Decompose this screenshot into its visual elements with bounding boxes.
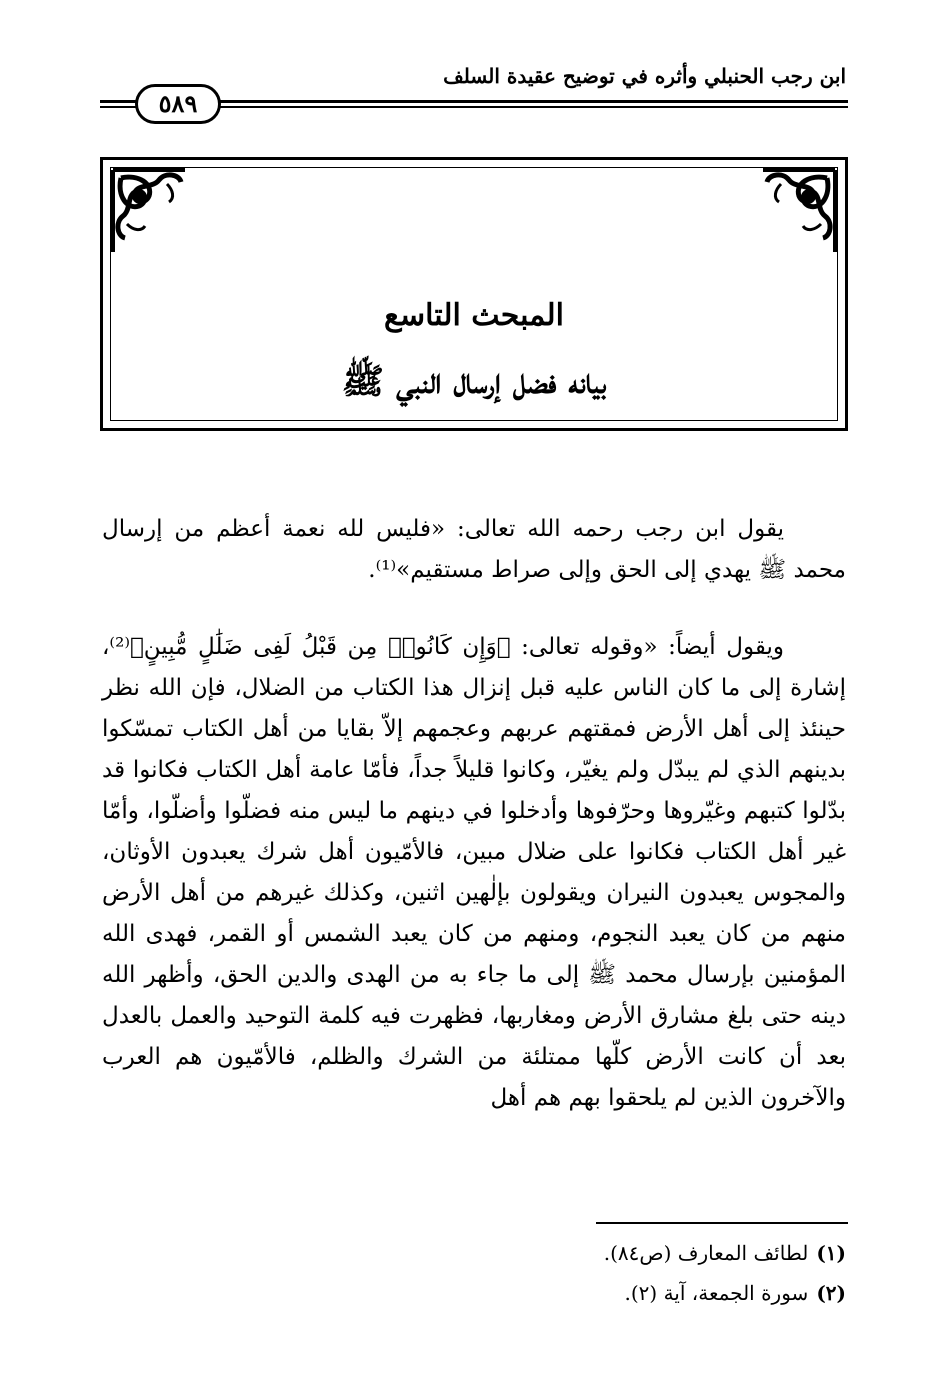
section-number: المبحث التاسع [384,298,564,333]
footnote-mark: (١) [816,1241,846,1265]
header-rule [100,100,138,103]
paragraph: يقول ابن رجب رحمه الله تعالى: «فليس لله نعمة أعظم من إرسال محمد ﷺ يهدي إلى الحق وإلى صراط مستقيم»⁽¹⁾. [102,516,846,583]
page-number: ٥٨٩ [135,84,221,124]
footnote-mark: (٢) [816,1281,846,1305]
footnote-text: لطائف المعارف (ص٨٤). [603,1241,809,1265]
corner-ornament-icon [109,166,189,256]
section-title: بيانه فضل إرسال النبي ﷺ [341,361,607,402]
header-rule [100,106,138,108]
footnote-rule [596,1222,848,1224]
header-rule [210,100,848,103]
corner-ornament-icon [759,166,839,256]
footnote-text: سورة الجمعة، آية (٢). [624,1281,809,1305]
header-rule [210,106,848,108]
running-header: ابن رجب الحنبلي وأثره في توضيح عقيدة السلف [443,64,846,88]
footnote [624,1281,846,1305]
paragraph: ويقول أيضاً: «وقوله تعالى: ﴿وَإِن كَانُوا۟ مِن قَبْلُ لَفِى ضَلَٰلٍ مُّبِينٍ﴾⁽²⁾، إشارة إلى ما كان الناس عليه قبل إنزال هذا الكتاب من الضلال، فإن الله نظر حينئذ إلى أهل الأرض فمقتهم عربهم وعجمهم إلاّ بقايا من أهل الكتاب تمسّكوا بدينهم الذي لم يبدّل ولم يغيّر، وكانوا قليلاً جداً، فأمّا عامة أهل الكتاب فكانوا قد بدّلوا كتبهم وغيّروها وحرّفوها وأدخلوا في دينهم ما ليس منه فضلّوا وأضلّوا، وأمّا غير أهل الكتاب فكانوا على ضلال مبين، فالأمّيون أهل شرك يعبدون الأوثان، والمجوس يعبدون النيران ويقولون بإلٰهين اثنين، وكذلك غيرهم من أهل الأرض منهم من كان يعبد النجوم، ومنهم من كان يعبد الشمس أو القمر، فهدى الله المؤمنين بإرسال محمد ﷺ إلى ما جاء به من الهدى والدين الحق، وأظهر الله دينه حتى بلغ مشارق الأرض ومغاربها، فظهرت فيه كلمة التوحيد والعمل بالعدل بعد أن كانت الأرض كلّها ممتلئة من الشرك والظلم، فالأمّيون هم العرب والآخرون الذين لم يلحقوا بهم هم أهل [102,634,846,1111]
title-frame [100,157,848,431]
footnote [604,1241,846,1265]
